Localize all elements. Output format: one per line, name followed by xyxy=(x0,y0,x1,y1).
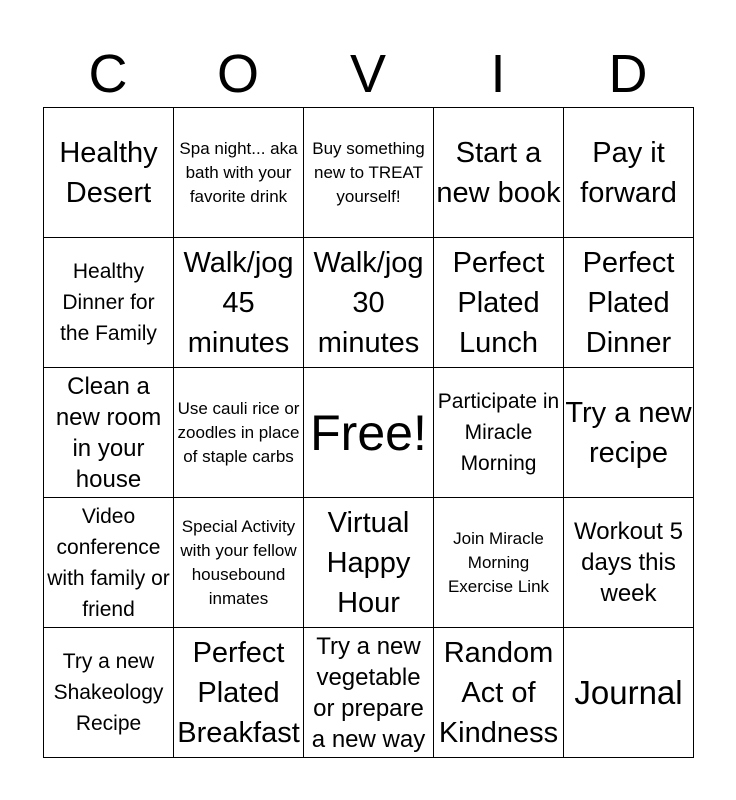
cell-text: Journal xyxy=(574,673,683,711)
cell-text: Healthy Dinner for the Family xyxy=(60,260,157,345)
bingo-cell[interactable] xyxy=(434,238,564,368)
cell-text: Spa night... aka bath with your favorite drink xyxy=(179,138,298,206)
cell-text: Workout 5 days this week xyxy=(574,518,683,607)
cell-text: Perfect Plated Lunch xyxy=(452,246,545,359)
cell-text: Use cauli rice or zoodles in place of staple carbs xyxy=(177,398,300,466)
bingo-cell[interactable] xyxy=(564,108,694,238)
bingo-cell[interactable] xyxy=(174,108,304,238)
cell-text: Pay it forward xyxy=(580,136,677,209)
cell-text: Walk/jog 45 minutes xyxy=(183,246,294,359)
header-letter-d: D xyxy=(608,44,648,104)
cell-text: Buy something new to TREAT yourself! xyxy=(312,138,425,206)
cell-text: Start a new book xyxy=(436,136,561,209)
cell-text: Walk/jog 30 minutes xyxy=(313,246,424,359)
cell-text: Try a new recipe xyxy=(565,396,692,469)
bingo-cell[interactable] xyxy=(304,498,434,628)
free-space-text: Free! xyxy=(310,404,427,461)
cell-text: Try a new vegetable or prepare a new way xyxy=(311,632,426,753)
bingo-cell[interactable] xyxy=(44,628,174,758)
cell-text: Virtual Happy Hour xyxy=(326,506,411,619)
bingo-cell[interactable] xyxy=(564,628,694,758)
bingo-cell[interactable] xyxy=(434,498,564,628)
bingo-cell[interactable] xyxy=(44,108,174,238)
bingo-cell[interactable] xyxy=(304,238,434,368)
bingo-cell[interactable] xyxy=(304,108,434,238)
header-letter-i: I xyxy=(490,44,506,104)
bingo-cell[interactable] xyxy=(564,368,694,498)
cell-text: Perfect Plated Breakfast xyxy=(177,636,300,749)
cell-text: Random Act of Kindness xyxy=(438,636,559,749)
cell-text: Try a new Shakeology Recipe xyxy=(53,650,164,735)
bingo-cell[interactable] xyxy=(174,628,304,758)
cell-text: Participate in Miracle Morning xyxy=(437,390,560,475)
header-letter-c: C xyxy=(88,44,128,104)
bingo-cell[interactable] xyxy=(174,368,304,498)
cell-text: Special Activity with your fellow housebound inmates xyxy=(180,516,297,608)
bingo-grid xyxy=(43,107,694,758)
cell-text: Perfect Plated Dinner xyxy=(582,246,675,359)
bingo-cell[interactable] xyxy=(44,368,174,498)
bingo-cell[interactable] xyxy=(174,238,304,368)
header-letter-v: V xyxy=(349,44,387,104)
bingo-cell[interactable] xyxy=(564,238,694,368)
bingo-cell[interactable] xyxy=(434,108,564,238)
cell-text: Video conference with family or friend xyxy=(47,504,170,621)
bingo-header xyxy=(43,42,693,106)
free-space-cell[interactable] xyxy=(304,368,434,498)
bingo-cell[interactable] xyxy=(44,238,174,368)
bingo-cell[interactable] xyxy=(44,498,174,628)
bingo-cell[interactable] xyxy=(174,498,304,628)
header-letter-o: O xyxy=(216,44,259,104)
bingo-cell[interactable] xyxy=(434,628,564,758)
bingo-cell[interactable] xyxy=(304,628,434,758)
bingo-cell[interactable] xyxy=(434,368,564,498)
cell-text: Clean a new room in your house xyxy=(55,372,162,493)
cell-text: Healthy Desert xyxy=(59,136,158,209)
cell-text: Join Miracle Morning Exercise Link xyxy=(447,528,550,596)
bingo-cell[interactable] xyxy=(564,498,694,628)
